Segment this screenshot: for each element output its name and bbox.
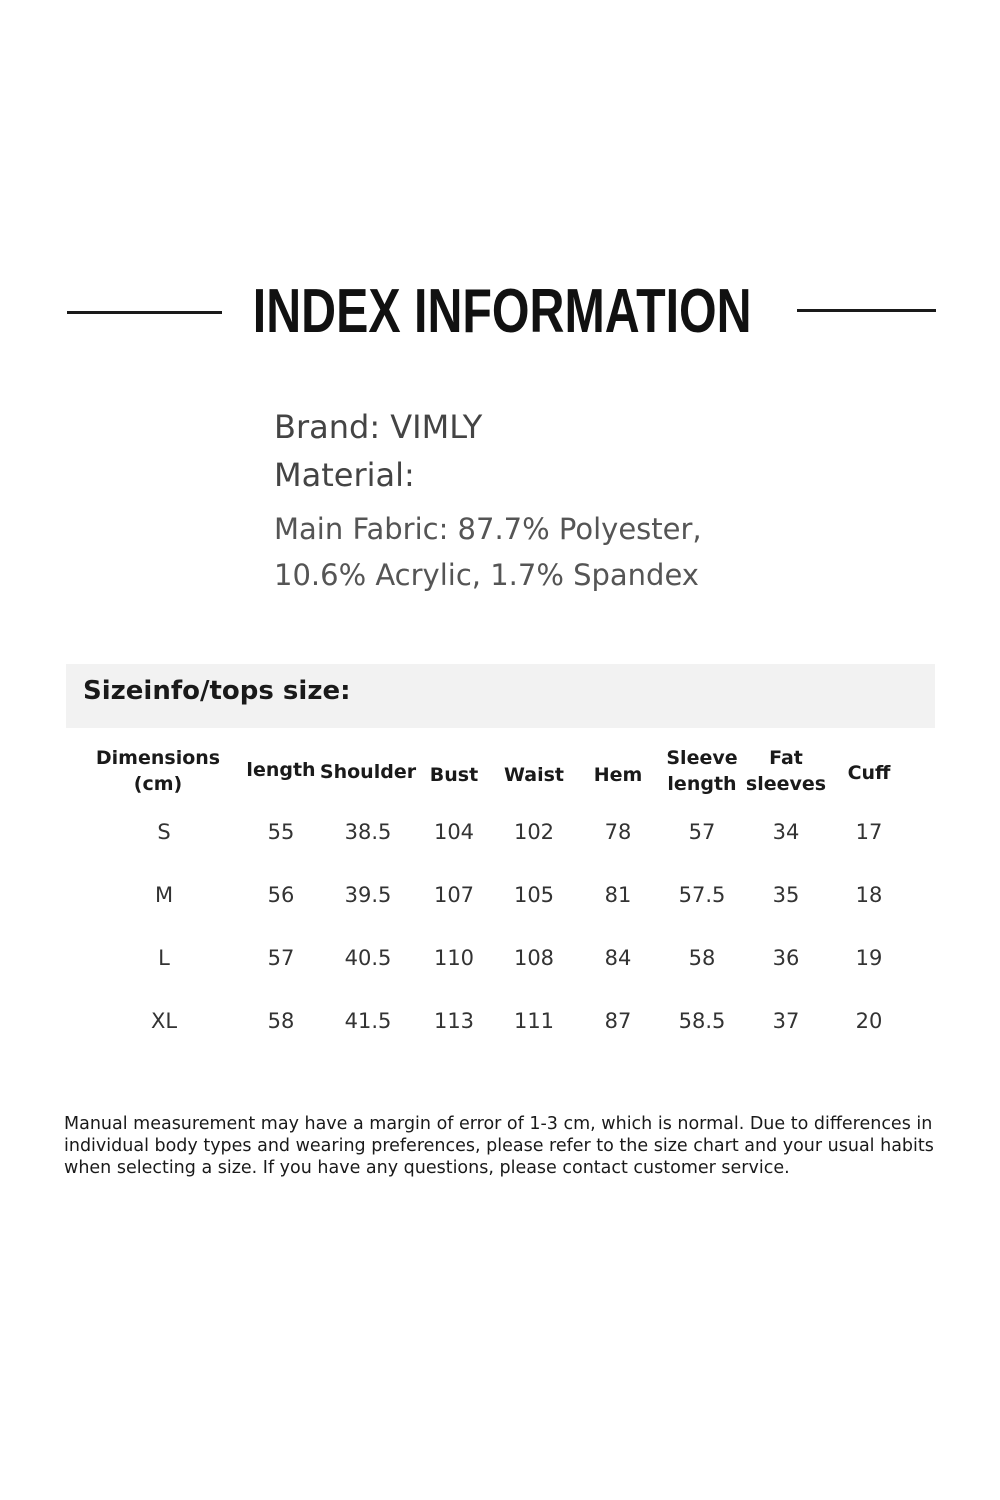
measurement-note: Manual measurement may have a margin of error of 1-3 cm, which is normal. Due to differences in individual body types and wearing preferences, please refer to the size chart and your usual habits when selecting a size. If you have any questions, please contact customer service.: [64, 1114, 934, 1178]
table-cell: 57.5: [678, 883, 726, 907]
table-cell: 58: [688, 946, 716, 970]
table-cell: 18: [855, 883, 883, 907]
table-cell: 39.5: [344, 883, 392, 907]
table-cell: 58: [267, 1009, 295, 1033]
table-cell: 37: [772, 1009, 800, 1033]
table-cell: 110: [433, 946, 475, 970]
size-table: [66, 740, 935, 1060]
table-cell: 87: [604, 1009, 632, 1033]
table-header-cell: Dimensions (cm): [95, 747, 221, 795]
table-cell: 19: [855, 946, 883, 970]
table-cell: 104: [433, 820, 475, 844]
table-cell: 57: [688, 820, 716, 844]
title-divider-right: [797, 309, 936, 312]
table-cell: 58.5: [678, 1009, 726, 1033]
size-label-cell: M: [154, 883, 174, 907]
table-header-cell: Shoulder: [319, 761, 417, 783]
size-section-header: [66, 664, 935, 728]
table-cell: 81: [604, 883, 632, 907]
table-cell: 55: [267, 820, 295, 844]
size-label-cell: S: [157, 820, 171, 844]
table-header-cell: length: [246, 759, 316, 781]
table-cell: 105: [513, 883, 555, 907]
table-cell: 57: [267, 946, 295, 970]
table-cell: 20: [855, 1009, 883, 1033]
material-label: Material:: [274, 456, 415, 494]
size-label-cell: L: [158, 946, 170, 970]
table-header-cell: Cuff: [847, 762, 891, 784]
table-header-cell: Waist: [503, 764, 565, 786]
table-cell: 78: [604, 820, 632, 844]
size-label-cell: XL: [150, 1009, 178, 1033]
table-cell: 35: [772, 883, 800, 907]
table-cell: 107: [433, 883, 475, 907]
table-cell: 56: [267, 883, 295, 907]
table-cell: 102: [513, 820, 555, 844]
table-cell: 17: [855, 820, 883, 844]
brand-line: Brand: VIMLY: [274, 408, 483, 446]
fabric-line-2: 10.6% Acrylic, 1.7% Spandex: [274, 558, 699, 592]
fabric-line-1: Main Fabric: 87.7% Polyester,: [274, 512, 702, 546]
table-header-cell: Bust: [429, 764, 479, 786]
page-title: INDEX INFORMATION: [252, 277, 752, 346]
table-cell: 113: [433, 1009, 475, 1033]
table-cell: 111: [513, 1009, 555, 1033]
table-cell: 84: [604, 946, 632, 970]
table-cell: 36: [772, 946, 800, 970]
table-cell: 41.5: [344, 1009, 392, 1033]
table-cell: 40.5: [344, 946, 392, 970]
table-header-cell: Hem: [593, 764, 643, 786]
table-cell: 108: [513, 946, 555, 970]
table-header-cell: Fat sleeves: [745, 747, 827, 795]
table-header-cell: Sleeve length: [666, 747, 738, 795]
table-cell: 34: [772, 820, 800, 844]
table-cell: 38.5: [344, 820, 392, 844]
size-section-title: Sizeinfo/tops size:: [83, 676, 351, 706]
